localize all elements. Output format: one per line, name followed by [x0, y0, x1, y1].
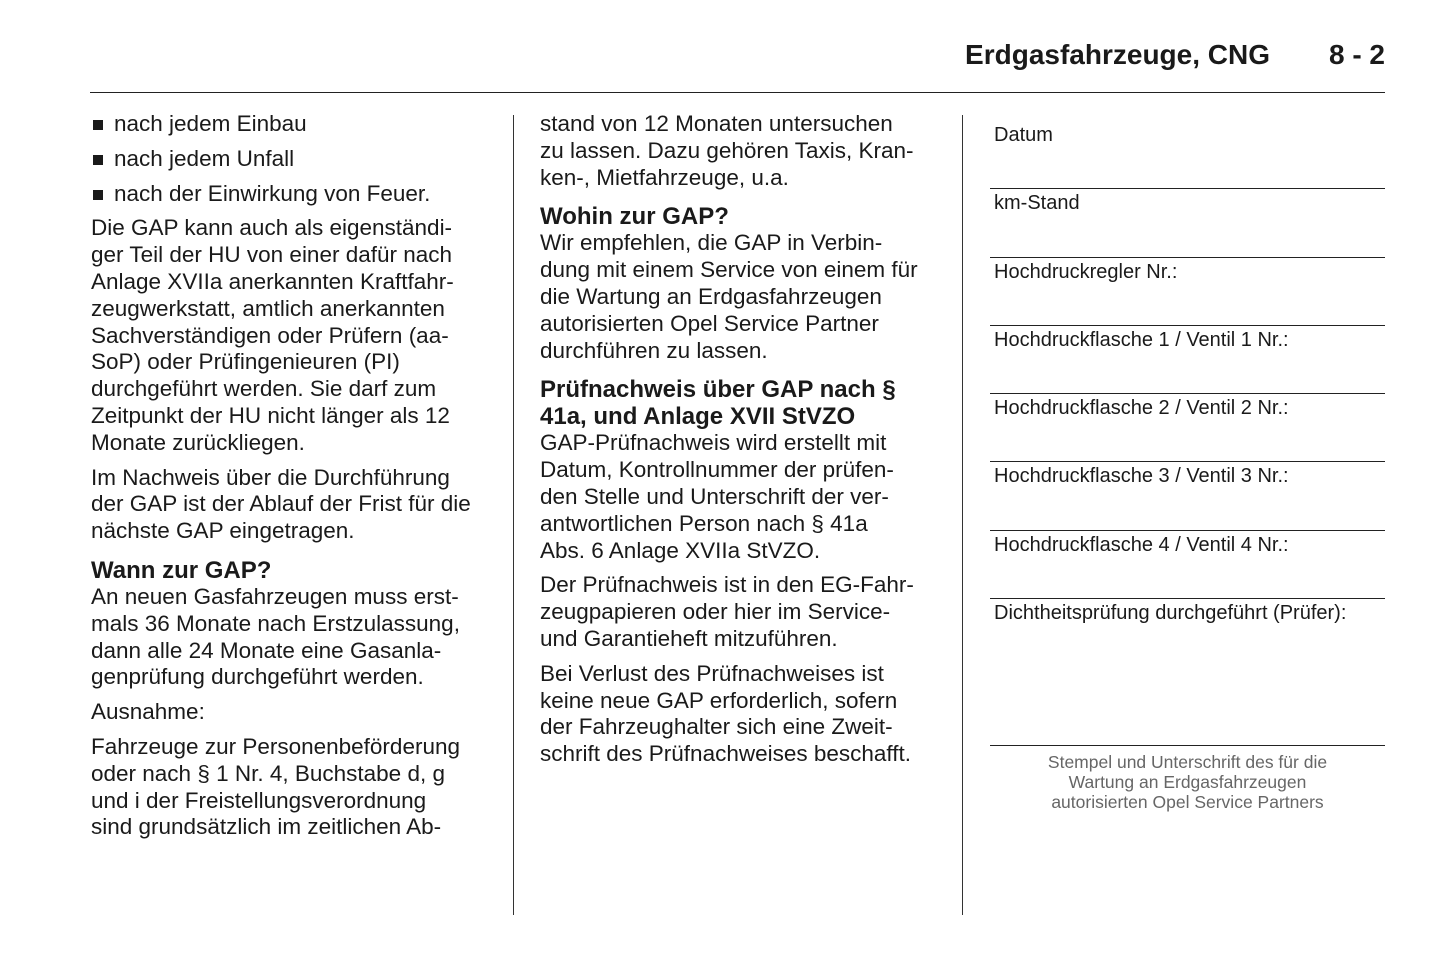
bullet-square-icon — [93, 190, 103, 200]
form-field-flasche-4[interactable] — [990, 531, 1385, 599]
field-label: Hochdruckflasche 4 / Ventil 4 Nr.: — [994, 533, 1289, 556]
list-item: nach jedem Unfall — [91, 146, 491, 173]
inspection-record-form — [990, 121, 1385, 746]
paragraph-pruefnachweis: GAP-Prüfnachweis wird erstellt mit Datum, Kontrollnummer der prüfen- den Stelle und Unterschrift der ver- antwortlichen Person nach § 41a Abs. 6 Anlage XVIIa StVZO. — [540, 430, 894, 563]
field-label: Dichtheitsprüfung durchgeführt (Prüfer): — [994, 602, 1347, 625]
stamp-signature-note: Stempel und Unterschrift des für die Wartung an Erdgasfahrzeugen autorisierten Opel Service Partners — [1047, 752, 1328, 812]
paragraph-nachweis: Im Nachweis über die Durchführung der GAP ist der Ablauf der Frist für die nächste GAP eingetragen. — [91, 464, 471, 544]
column-divider-1 — [513, 115, 514, 915]
field-label: Hochdruckflasche 2 / Ventil 2 Nr.: — [994, 397, 1289, 420]
form-field-flasche-1[interactable] — [990, 326, 1385, 394]
heading-wohin-zur-gap: Wohin zur GAP? — [540, 203, 729, 231]
form-field-flasche-2[interactable] — [990, 394, 1385, 462]
page-number: 8 - 2 — [1328, 39, 1385, 70]
form-field-dichtheitspruefung[interactable] — [990, 599, 1385, 746]
field-label: Hochdruckregler Nr.: — [994, 260, 1178, 283]
field-label: Hochdruckflasche 1 / Ventil 1 Nr.: — [994, 328, 1289, 351]
paragraph-empfehlung: Wir empfehlen, die GAP in Verbin- dung mit einem Service von einem für die Wartung an Erdgasfahrzeugen autorisierten Opel Service Partner durchführen zu lassen. — [540, 230, 918, 363]
paragraph-ausnahme: Ausnahme: — [91, 699, 205, 725]
bullet-list — [91, 111, 491, 207]
heading-pruefnachweis: Prüfnachweis über GAP nach § 41a, und Anlage XVII StVZO — [540, 376, 896, 431]
bullet-square-icon — [93, 155, 103, 165]
paragraph-gap-hu: Die GAP kann auch als eigenständi- ger Teil der HU von einer dafür nach Anlage XVIIa anerkannten Kraftfahr- zeugwerkstatt, amtlich anerkannten Sachverständigen oder Prüfern (aa- SoP) oder Prüfingenieuren (PI) durchgeführt werden. Sie darf zum Zeitpunkt der HU nicht länger als 12 Monate zurückliegen. — [91, 215, 454, 455]
field-label: Hochdruckflasche 3 / Ventil 3 Nr.: — [994, 465, 1289, 488]
column-divider-2 — [962, 115, 963, 915]
field-label: Datum — [994, 124, 1053, 146]
header-divider — [90, 92, 1385, 93]
paragraph-intervall: An neuen Gasfahrzeugen muss erst- mals 36 Monate nach Erstzulassung, dann alle 24 Monate eine Gasanla- genprüfung durchgeführt werden. — [91, 583, 460, 690]
text-column-2 — [540, 111, 940, 776]
field-line — [990, 745, 1385, 746]
page-title: Erdgasfahrzeuge, CNG — [965, 39, 1270, 70]
form-field-hochdruckregler[interactable] — [990, 258, 1385, 326]
form-field-km-stand[interactable] — [990, 189, 1385, 257]
form-field-flasche-3[interactable] — [990, 462, 1385, 530]
paragraph-continued: stand von 12 Monaten untersuchen zu lassen. Dazu gehören Taxis, Kran- ken-, Mietfahrzeuge, u.a. — [540, 111, 914, 190]
paragraph-verlust: Bei Verlust des Prüfnachweises ist keine neue GAP erforderlich, sofern der Fahrzeughalter sich eine Zweit- schrift des Prüfnachweises beschafft. — [540, 660, 912, 767]
heading-wann-zur-gap: Wann zur GAP? — [91, 556, 272, 584]
field-label: km-Stand — [994, 192, 1080, 215]
bullet-square-icon — [93, 120, 103, 130]
paragraph-mitfuehren: Der Prüfnachweis ist in den EG-Fahr- zeugpapieren oder hier im Service- und Garantieheft mitzuführen. — [540, 572, 914, 651]
text-column-1 — [91, 111, 491, 849]
list-item: nach der Einwirkung von Feuer. — [91, 181, 491, 208]
form-field-datum[interactable] — [990, 121, 1385, 189]
list-item: nach jedem Einbau — [91, 111, 491, 138]
paragraph-personenbefoerderung: Fahrzeuge zur Personenbeförderung oder nach § 1 Nr. 4, Buchstabe d, g und i der Freistellungsverordnung sind grundsätzlich im zeitlichen Ab- — [91, 733, 460, 840]
